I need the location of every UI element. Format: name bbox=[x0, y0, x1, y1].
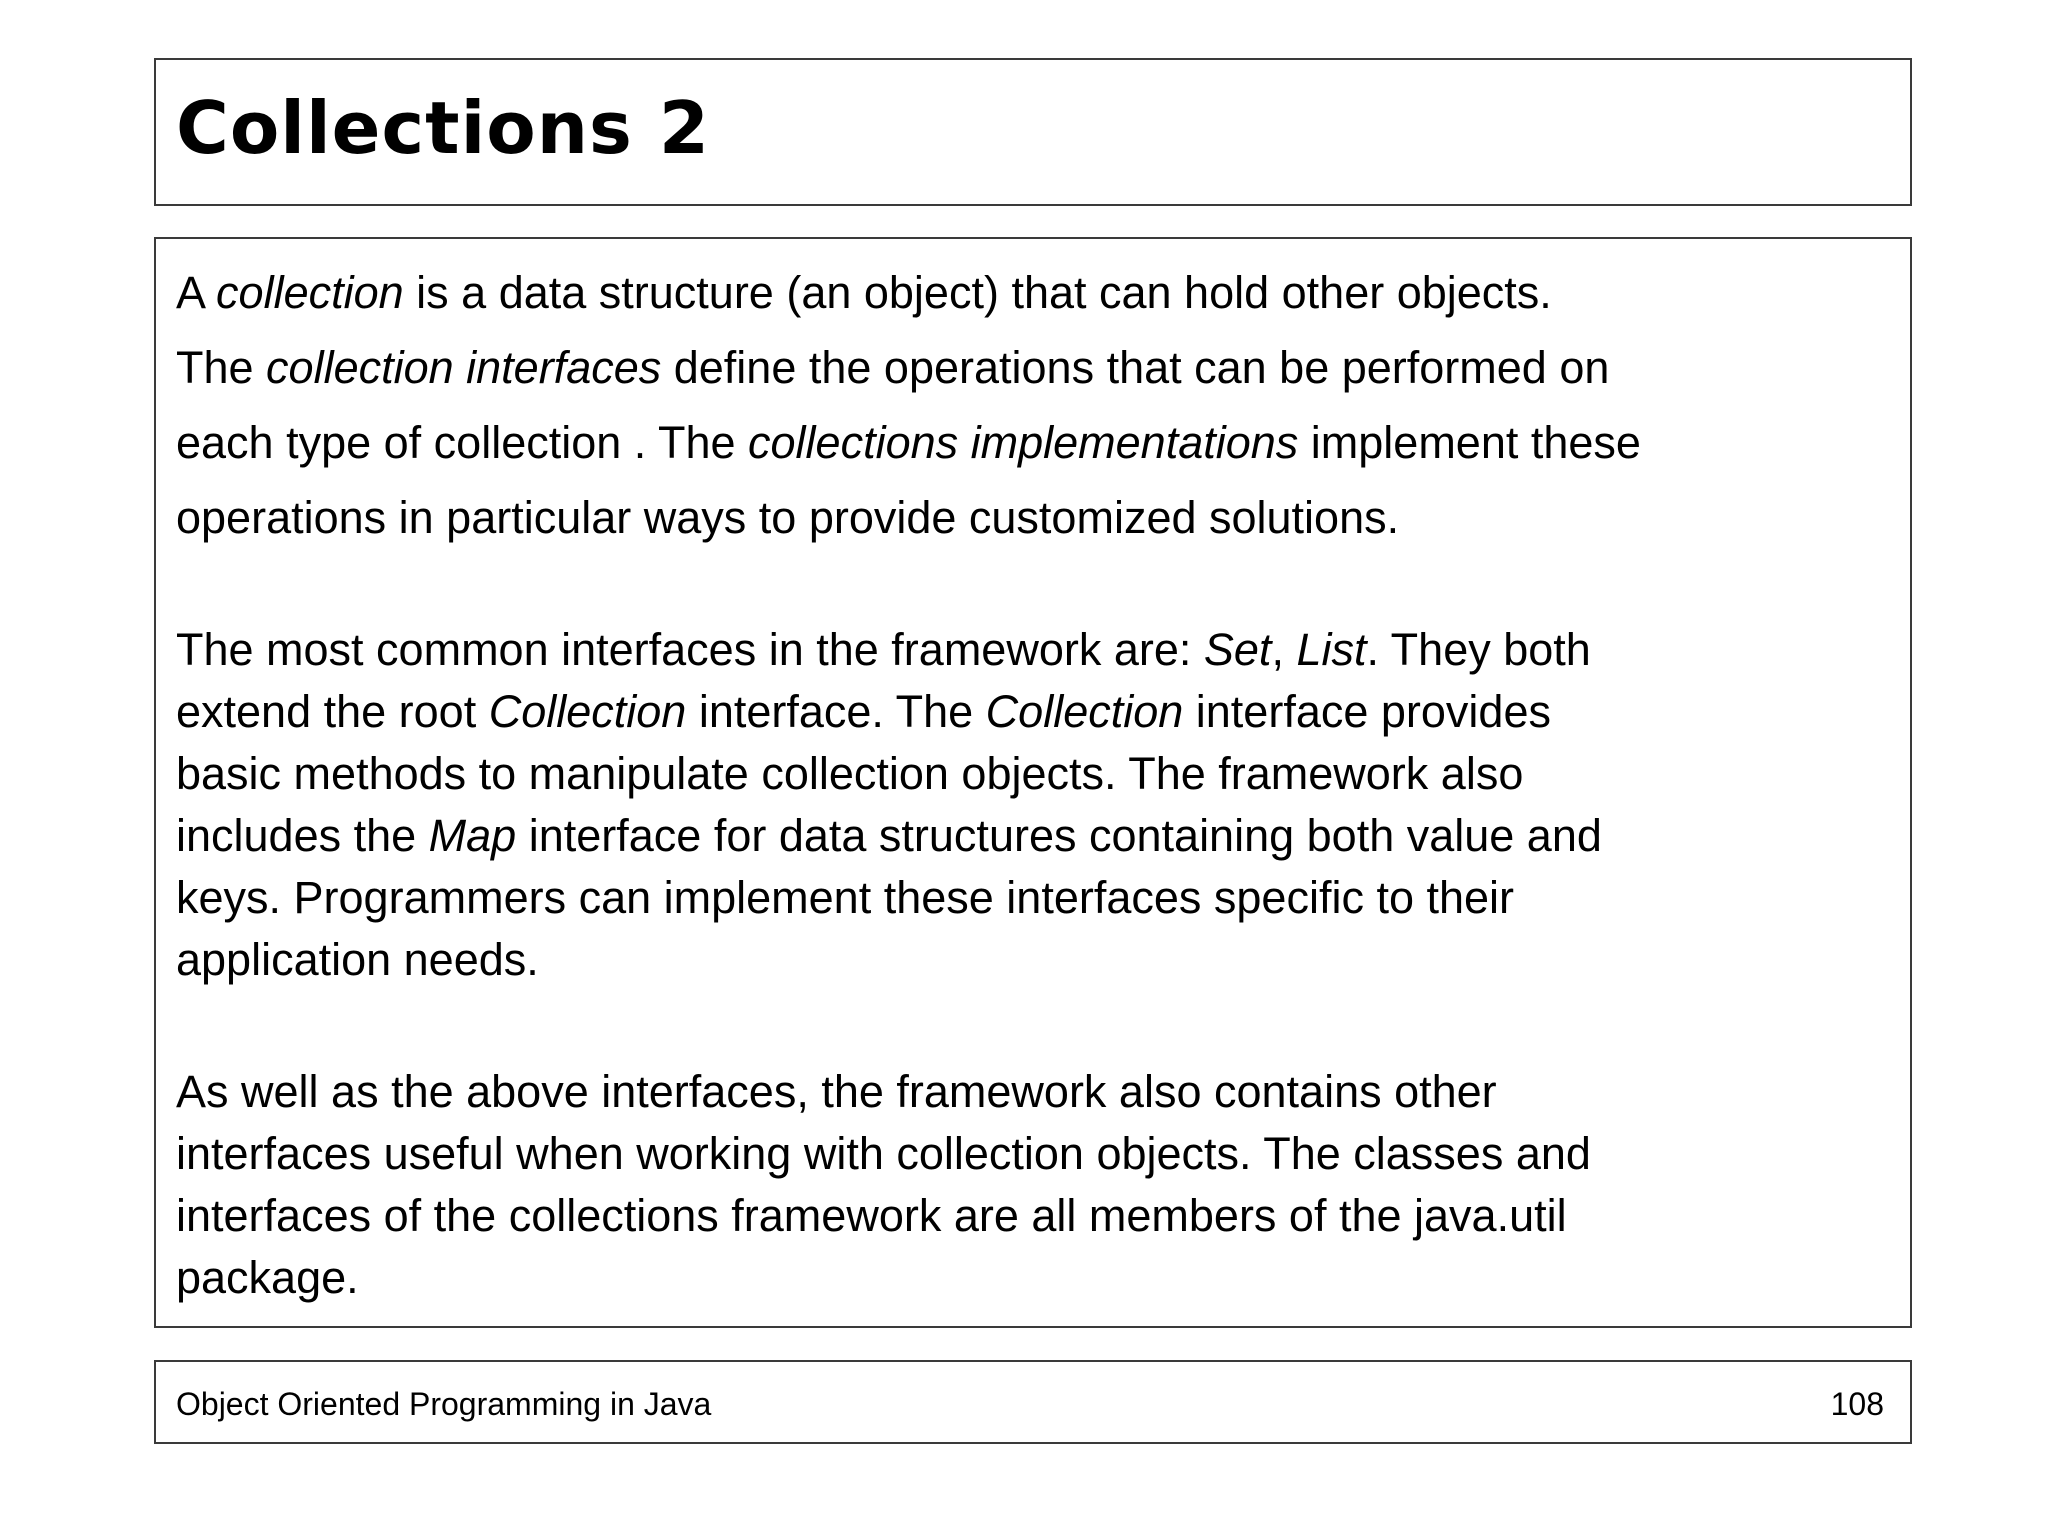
footer-course-title: Object Oriented Programming in Java bbox=[176, 1386, 712, 1422]
emphasis-term: Set bbox=[1203, 624, 1272, 675]
text-line bbox=[176, 805, 1602, 867]
footer-box bbox=[154, 1360, 1912, 1444]
text-line: keys. Programmers can implement these interfaces specific to their bbox=[176, 872, 1515, 923]
emphasis-term: collection interfaces bbox=[266, 342, 662, 393]
text-line: As well as the above interfaces, the framework also contains other bbox=[176, 1066, 1497, 1117]
text-run: includes the bbox=[176, 810, 429, 861]
text-run: The bbox=[176, 342, 267, 393]
title-box bbox=[154, 58, 1912, 206]
emphasis-term: List bbox=[1296, 624, 1367, 675]
text-line: package. bbox=[176, 1252, 359, 1303]
paragraph-collection-definition bbox=[176, 255, 1641, 555]
text-run: The most common interfaces in the framework are: bbox=[176, 624, 1204, 675]
slide-title: Collections 2 bbox=[176, 86, 711, 170]
content-box bbox=[154, 237, 1912, 1328]
page-number: 108 bbox=[1830, 1386, 1884, 1422]
paragraph-common-interfaces bbox=[176, 619, 1602, 991]
text-run: extend the root bbox=[176, 686, 489, 737]
emphasis-term: Collection bbox=[488, 686, 687, 737]
text-line bbox=[176, 255, 1641, 330]
emphasis-term: collections implementations bbox=[748, 417, 1299, 468]
text-line bbox=[176, 405, 1641, 480]
emphasis-term: Map bbox=[428, 810, 517, 861]
text-line: interfaces useful when working with collection objects. The classes and bbox=[176, 1128, 1591, 1179]
text-line: basic methods to manipulate collection objects. The framework also bbox=[176, 748, 1524, 799]
text-run: . They both bbox=[1366, 624, 1591, 675]
text-line: interfaces of the collections framework are all members of the java.util bbox=[176, 1190, 1567, 1241]
text-run: interface. The bbox=[686, 686, 986, 737]
text-run: interface provides bbox=[1183, 686, 1551, 737]
text-line bbox=[176, 619, 1602, 681]
text-run: , bbox=[1271, 624, 1297, 675]
emphasis-term: Collection bbox=[985, 686, 1184, 737]
text-run: define the operations that can be performed on bbox=[661, 342, 1610, 393]
text-line: application needs. bbox=[176, 934, 539, 985]
text-run: A bbox=[176, 267, 217, 318]
text-run: each type of collection . The bbox=[176, 417, 749, 468]
text-line bbox=[176, 681, 1602, 743]
text-run: implement these bbox=[1298, 417, 1641, 468]
text-line: operations in particular ways to provide customized solutions. bbox=[176, 492, 1400, 543]
text-line bbox=[176, 330, 1641, 405]
text-run: is a data structure (an object) that can hold other objects. bbox=[403, 267, 1552, 318]
text-run: interface for data structures containing both value and bbox=[516, 810, 1602, 861]
emphasis-term: collection bbox=[216, 267, 404, 318]
paragraph-other-interfaces bbox=[176, 1061, 1591, 1309]
